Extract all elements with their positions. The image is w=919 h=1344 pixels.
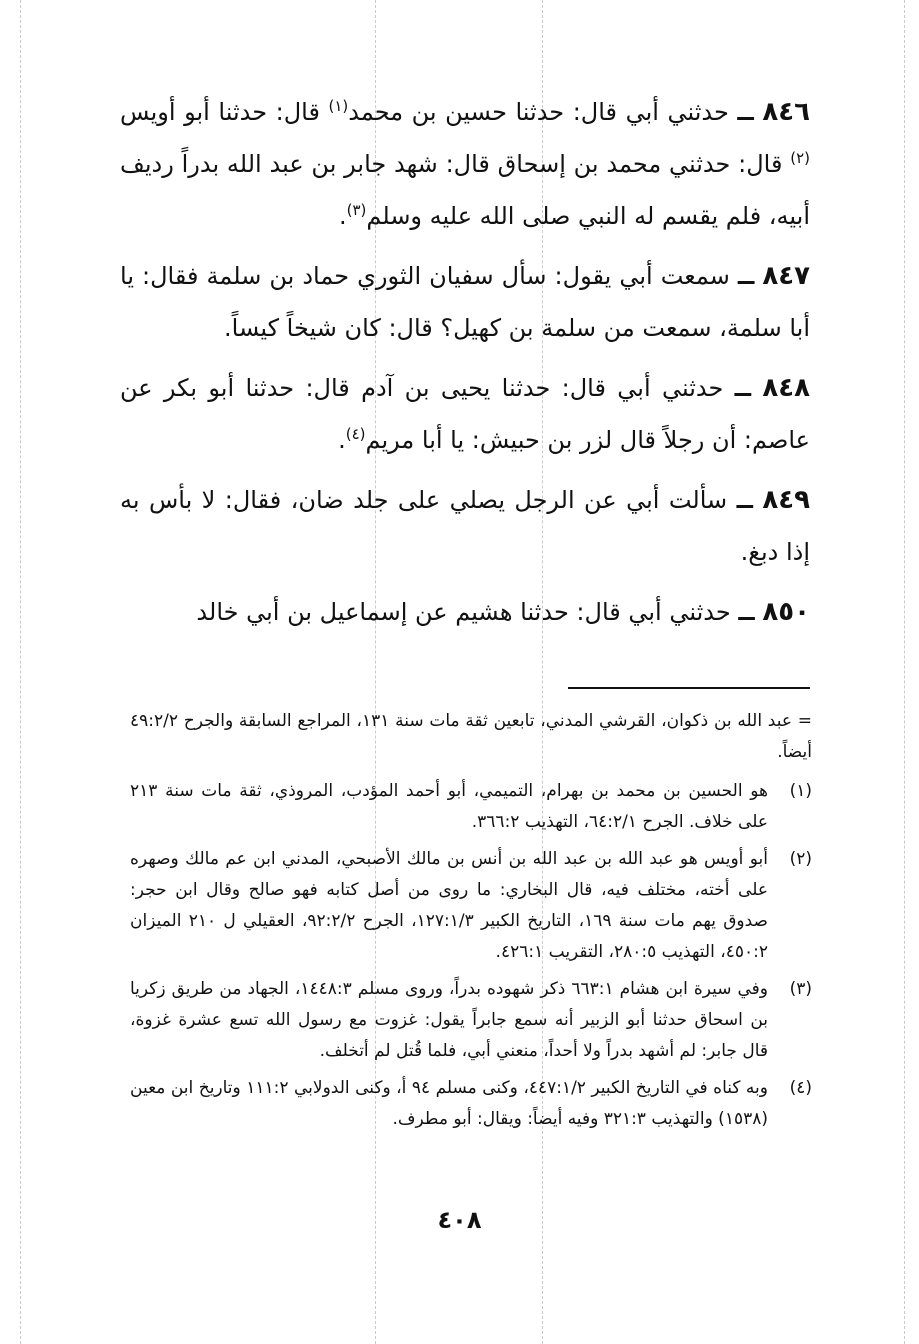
main-text xyxy=(120,86,810,646)
footnote-label: (٤) xyxy=(789,1078,812,1098)
footnote-text: هو الحسين بن محمد بن بهرام، التميمي، أبو أحمد المؤدب، المروذي، ثقة مات سنة ٢١٣ على خلاف. الجرح ٦٤:٢/١، التهذيب ٣٦٦:٢. xyxy=(130,781,768,832)
footnote-ref[interactable]: (١) xyxy=(328,97,349,115)
entry-text: قال: حدثنا أبو أويس xyxy=(120,98,329,126)
entry-number: ٨٤٦ xyxy=(762,97,810,127)
entry-text: سألت أبي عن الرجل يصلي على جلد ضان، فقال: لا بأس به إذا دبغ. xyxy=(120,486,810,566)
footnote-label: (٣) xyxy=(789,979,812,999)
footnote-separator xyxy=(568,687,810,689)
entry-dash: ــ xyxy=(736,486,753,514)
footnote-text: وبه كناه في التاريخ الكبير ٤٤٧:١/٢، وكنى مسلم ٩٤ أ، وكنى الدولابي ١١١:٢ وتاريخ ابن معين (١٥٣٨) والتهذيب ٣٢١:٣ وفيه أيضاً: ويقال: أبو مطرف. xyxy=(130,1078,768,1129)
footnote-2 xyxy=(130,844,812,968)
entry-dash: ــ xyxy=(738,598,755,626)
entry-text-end: . xyxy=(338,426,346,454)
entry-848 xyxy=(120,362,810,466)
footnote-ref[interactable]: (٢) xyxy=(790,149,810,167)
footnote-text: وفي سيرة ابن هشام ٦٦٣:١ ذكر شهوده بدراً، وروى مسلم ١٤٤٨:٣، الجهاد من طريق زكريا بن اسحاق حدثنا أبو الزبير أنه سمع جابراً يقول: غزوت مع رسول الله تسع عشرة غزوة، قال جابر: لم أشهد بدراً ولا أحداً، منعني أبي، فلما قُتل لم أتخلف. xyxy=(130,979,768,1061)
entry-849 xyxy=(120,474,810,578)
entry-846 xyxy=(120,86,810,242)
footnote-1 xyxy=(130,776,812,838)
scan-fold-line-right xyxy=(904,0,905,1344)
footnotes xyxy=(130,706,812,1141)
footnote-label: (١) xyxy=(789,781,812,801)
page-number: ٤٠٨ xyxy=(437,1206,482,1234)
entry-text: حدثني أبي قال: حدثنا هشيم عن إسماعيل بن أبي خالد xyxy=(196,598,731,626)
footnote-ref[interactable]: (٤) xyxy=(345,425,366,443)
entry-850 xyxy=(120,586,810,638)
entry-number: ٨٥٠ xyxy=(762,597,810,627)
entry-text: حدثني أبي قال: حدثنا حسين بن محمد xyxy=(348,98,729,126)
entry-847 xyxy=(120,250,810,354)
entry-text: قال: حدثني محمد بن إسحاق قال: شهد جابر بن عبد الله بدراً رديف أبيه، فلم يقسم له النبي صلى الله عليه وسلم xyxy=(120,150,810,230)
entry-text: حدثني أبي قال: حدثنا يحيى بن آدم قال: حدثنا أبو بكر عن عاصم: أن رجلاً قال لزر بن حبيش: يا أبا مريم xyxy=(120,374,810,454)
entry-number: ٨٤٩ xyxy=(762,485,810,515)
entry-text-end: . xyxy=(338,202,347,230)
footnote-3 xyxy=(130,974,812,1067)
entry-number: ٨٤٨ xyxy=(762,373,810,403)
footnote-ref[interactable]: (٣) xyxy=(346,201,367,219)
entry-number: ٨٤٧ xyxy=(762,261,810,291)
scan-fold-line-left xyxy=(20,0,21,1344)
footnote-continuation: = عبد الله بن ذكوان، القرشي المدني، تابعين ثقة مات سنة ١٣١، المراجع السابقة والجرح ٤٩:٢/٢ أيضاً. xyxy=(130,711,812,762)
footnote-label: (٢) xyxy=(789,849,812,869)
entry-dash: ــ xyxy=(734,374,752,402)
footnote-text: أبو أويس هو عبد الله بن عبد الله بن أنس بن مالك الأصبحي، المدني ابن عم مالك وصهره على أخته، مختلف فيه، قال البخاري: ما روى من أصل كتابه فهو صالح وقال ابن حجر: صدوق يهم مات سنة ١٦٩، التاريخ الكبير ١٢٧:١/٣، الجرح ٩٢:٢/٢، العقيلي ل ٢١٠ الميزان ٤٥٠:٢، التهذيب ٢٨٠:٥، التقريب ٤٢٦:١. xyxy=(130,849,768,962)
entry-text: سمعت أبي يقول: سأل سفيان الثوري حماد بن سلمة فقال: يا أبا سلمة، سمعت من سلمة بن كهيل؟ قال: كان شيخاً كيساً. xyxy=(120,262,810,342)
entry-dash: ــ xyxy=(737,98,754,126)
entry-dash: ــ xyxy=(737,262,755,290)
footnote-4 xyxy=(130,1073,812,1135)
